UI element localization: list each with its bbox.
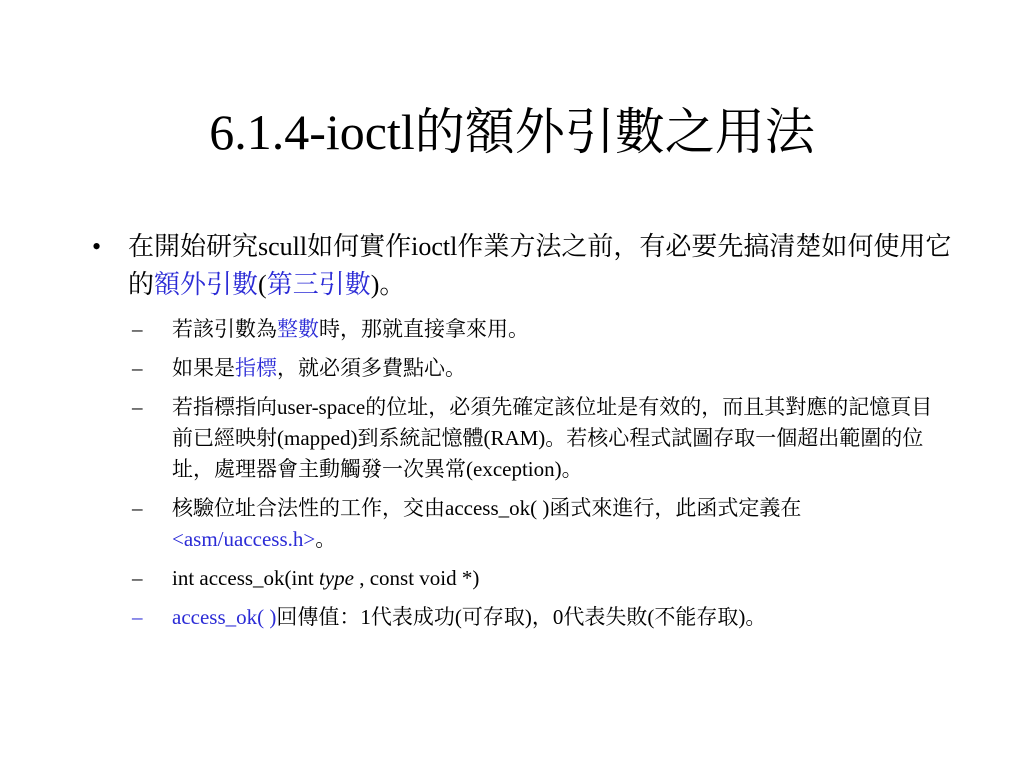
sub-text: ，就必須多費點心。 (277, 356, 466, 380)
highlight-integer: 整數 (277, 317, 319, 341)
sub-text: 回傳值：1代表成功(可存取)，0代表失敗(不能存取)。 (276, 605, 767, 629)
slide-title: 6.1.4-ioctl的額外引數之用法 (209, 104, 815, 160)
dash-marker: – (132, 356, 143, 380)
dash-marker: – (132, 605, 143, 629)
sub-text: 。 (315, 527, 337, 551)
bullet-main-text-1: 在開始研究scull如何實作ioctl作業方法之前，有必要先搞清楚如何使用它的 (128, 232, 952, 299)
dash-marker: – (132, 317, 143, 341)
highlight-third-argument: 第三引數 (266, 270, 371, 299)
bullet-main (92, 228, 952, 304)
sub-bullet-pointer (132, 353, 952, 384)
bullet-main-text-2: ( (258, 270, 267, 299)
sub-bullet-integer (132, 314, 952, 345)
slide-body (92, 228, 952, 641)
sub-text: 若指標指向user-space的位址，必須先確定該位址是有效的，而且其對應的記憶頁目前已經映射(mapped)到系統記憶體(RAM)。若核心程式試圖存取一個超出範圍的位址，處理器會主動觸發一次異常(exception)。 (172, 395, 933, 481)
highlight-header-file: <asm/uaccess.h> (172, 527, 316, 551)
sub-text: 如果是 (172, 356, 235, 380)
sub-bullet-user-space (132, 392, 952, 485)
highlight-extra-argument: 額外引數 (154, 270, 259, 299)
sub-text: 時，那就直接拿來用。 (319, 317, 529, 341)
sub-text: 若該引數為 (172, 317, 277, 341)
bullet-dot: • (92, 232, 102, 261)
italic-type: type (318, 566, 354, 590)
bullet-main-text-3: )。 (370, 270, 406, 299)
sub-text: int access_ok(int (172, 566, 319, 590)
sub-bullet-access-ok-check (132, 493, 952, 555)
dash-marker: – (132, 395, 143, 419)
highlight-access-ok: access_ok( ) (172, 605, 277, 629)
dash-marker: – (132, 566, 143, 590)
sub-bullet-list (92, 314, 952, 633)
sub-bullet-return-value (132, 602, 952, 633)
highlight-pointer: 指標 (235, 356, 277, 380)
sub-bullet-prototype (132, 563, 952, 594)
sub-text: 核驗位址合法性的工作，交由access_ok( )函式來進行，此函式定義在 (172, 496, 802, 520)
dash-marker: – (132, 496, 143, 520)
sub-text: , const void *) (353, 566, 480, 590)
